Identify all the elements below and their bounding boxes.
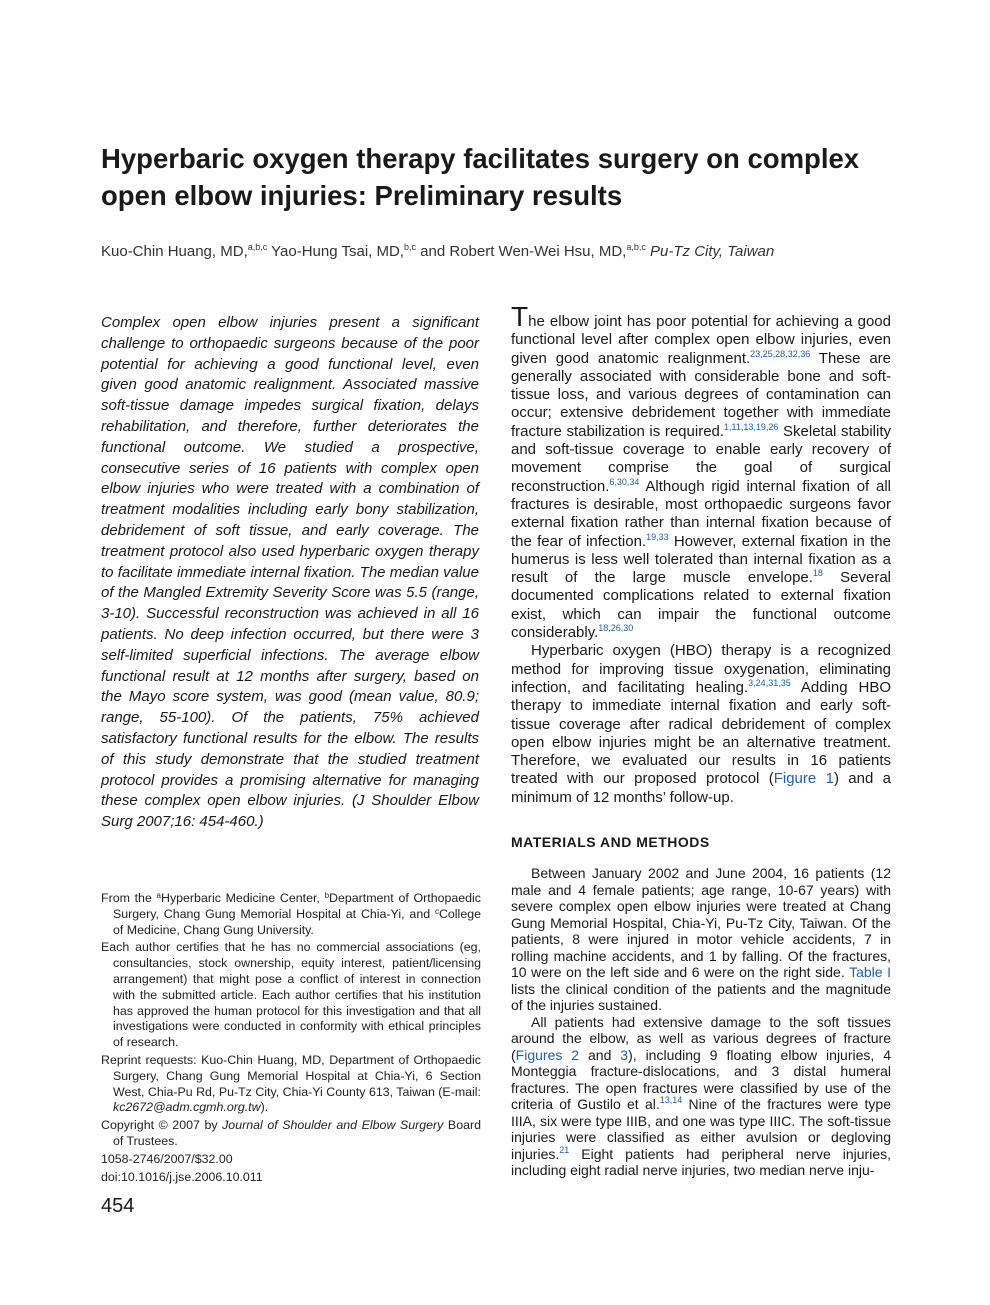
author-line: [101, 240, 901, 264]
methods-text: [511, 865, 891, 1179]
footnote-issn: 1058-2746/2007/$32.00: [101, 1151, 233, 1166]
citation-link[interactable]: 21: [559, 1144, 570, 1155]
drop-cap: T: [511, 301, 529, 332]
figure-3-link[interactable]: 3: [620, 1046, 629, 1063]
article-title: Hyperbaric oxygen therapy facilitates surgery on complex open elbow injuries: Preliminary results: [101, 143, 860, 211]
citation-link[interactable]: 18: [812, 568, 823, 579]
table-1-link[interactable]: Table I: [849, 964, 892, 981]
body-paragraph-2: Hyperbaric oxygen (HBO) therapy is a recognized method for improving tissue oxygenation, eliminating infection, and facilitating healing.$^{3,24,31,35}$ Adding HBO therapy to immediate internal fixation and early soft-tissue coverage after radical debridement of complex open elbow injuries might be an alternative treatment. Therefore, we evaluated our results in 16 patients treated with our proposed protocol (Figure 1) and a minimum of 12 months’ follow-up.: [511, 642, 892, 806]
email-link[interactable]: kc2672@adm.cgmh.org.tw: [113, 1100, 261, 1115]
footnote-doi: doi:10.1016/j.jse.2006.10.011: [101, 1169, 263, 1184]
footnotes: [101, 891, 481, 1187]
abstract: Complex open elbow injuries present a significant challenge to orthopaedic surgeons because of the poor potential for achieving a good functional level, even given good anatomic realignment. Associated massive soft-tissue damage impedes surgical fixation, delays rehabilitation, and therefore, further deteriorates the functional outcome. We studied a prospective, consecutive series of 16 patients with complex open elbow injuries who were treated with a combination of treatment modalities including early bony stabilization, debridement of soft tissue, and early coverage. The treatment protocol also used hyperbaric oxygen therapy to facilitate immediate internal fixation. The median value of the Mangled Extremity Severity Score was 5.5 (range, 3-10). Successful reconstruction was achieved in all 16 patients. No deep infection occurred, but there were 3 self-limited superficial infections. The average elbow functional result at 12 months after surgery, based on the Mayo score system, was good (mean value, 80.9; range, 55-100). Of the patients, 75% achieved satisfactory functional results for the elbow. The results of this study demonstrate that the studied treatment protocol provides a promising alternative for managing these complex open elbow injuries. (J Shoulder Elbow Surg 2007;16: 454-460.): [101, 314, 479, 831]
author-3-affiliation: a,b,c: [626, 242, 646, 252]
page-number: 454: [101, 1195, 135, 1217]
footnote-reprint-requests: Reprint requests: Kuo-Chin Huang, MD, Department of Orthopaedic Surgery, Chang Gung Memorial Hospital at Chia-Yi, 6 Section West, Chia-Pu Rd, Pu-Tz City, Chia-Yi County 613, Taiwan (E-mail: kc2672@adm.cgmh.org.tw).: [101, 1052, 481, 1115]
citation-link[interactable]: 13,14: [659, 1095, 683, 1106]
body-paragraph-3: Between January 2002 and June 2004, 16 patients (12 male and 4 female patients; age range, 10-67 years) with severe complex open elbow injuries were treated at Chang Gung Memorial Hospital, Chia-Yi, Pu-Tz City, Taiwan. Of the patients, 8 were injured in motor vehicle accidents, 7 in rolling machine accidents, and 1 by falling. Of the fractures, 10 were on the left side and 6 were on the right side. Table I lists the clinical condition of the patients and the magnitude of the injuries sustained.: [511, 865, 892, 1014]
citation-link[interactable]: 3,24,31,35: [748, 677, 791, 688]
author-1: Kuo-Chin Huang, MD,: [101, 243, 248, 260]
author-location: Pu-Tz City, Taiwan: [645, 243, 775, 260]
author-3: and Robert Wen-Wei Hsu, MD,: [416, 243, 627, 260]
citation-link[interactable]: 6,30,34: [609, 476, 640, 487]
figure-1-link[interactable]: Figure 1: [773, 770, 834, 788]
citation-link[interactable]: 18,26,30: [598, 623, 634, 634]
author-2-affiliation: b,c: [403, 242, 416, 252]
author-1-affiliation: a,b,c: [247, 242, 268, 252]
body-paragraph-1: The elbow joint has poor potential for achieving a good functional level after complex open elbow injuries, even given good anatomic realignment.$^{23,25,28,32,36}$ These are generally associated with considerable bone and soft-tissue loss, and various degrees of contamination can occur; extensive debridement together with immediate fracture stabilization is required.$^{1,11,13,19,26}$ Skeletal stability and soft-tissue coverage to enable early recovery of movement comprise the goal of surgical reconstruction.$^{6,30,34}$ Although rigid internal fixation of all fractures is desirable, most orthopaedic surgeons favor external fixation rather than internal fixation because of the fear of infection.$^{19,33}$ However, external fixation in the humerus is less well tolerated than internal fixation as a result of the large muscle envelope.$^{18}$ Several documented complications related to external fixation exist, which can impair the functional outcome considerably.$^{18,26,30}$: [511, 301, 892, 642]
citation-link[interactable]: 23,25,28,32,36: [750, 348, 811, 359]
author-2: Yao-Hung Tsai, MD,: [267, 243, 404, 260]
body-paragraph-4: All patients had extensive damage to the soft tissues around the elbow, as well as various degrees of fracture (Figures 2 and 3), including 9 floating elbow injuries, 4 Monteggia fracture-dislocations, and 3 distal humeral fractures. The open fractures were classified by use of the criteria of Gustilo et al.$^{13,14}$ Nine of the fractures were type IIIA, six were type IIIB, and one was type IIIC. The soft-tissue injuries were classified as either avulsion or degloving injuries.$^{21}$ Eight patients had peripheral nerve injuries, including eight radial nerve injuries, two median nerve inju-: [511, 1013, 892, 1179]
footnote-affiliations: From the $^a$Hyperbaric Medicine Center, $^b$Department of Orthopaedic Surgery, Chang Gung Memorial Hospital at Chia-Yi, and $^c$College of Medicine, Chang Gung University.: [101, 891, 481, 937]
body-column: [511, 301, 892, 1179]
footnote-copyright: Copyright © 2007 by Journal of Shoulder and Elbow Surgery Board of Trustees.: [101, 1118, 481, 1148]
citation-link[interactable]: 1,11,13,19,26: [724, 421, 779, 432]
footnote-disclosure: Each author certifies that he has no commercial associations (eg, consultancies, stock ownership, equity interest, patient/licensing arrangement) that might pose a conflict of interest in connection with the submitted article. Each author certifies that his institution has approved the human protocol for this investigation and that all investigations were conducted in conformity with ethical principles of research.: [101, 940, 481, 1050]
figures-2-link[interactable]: Figures 2: [515, 1046, 580, 1063]
citation-link[interactable]: 19,33: [646, 531, 669, 542]
section-heading: MATERIALS AND METHODS: [511, 834, 710, 851]
